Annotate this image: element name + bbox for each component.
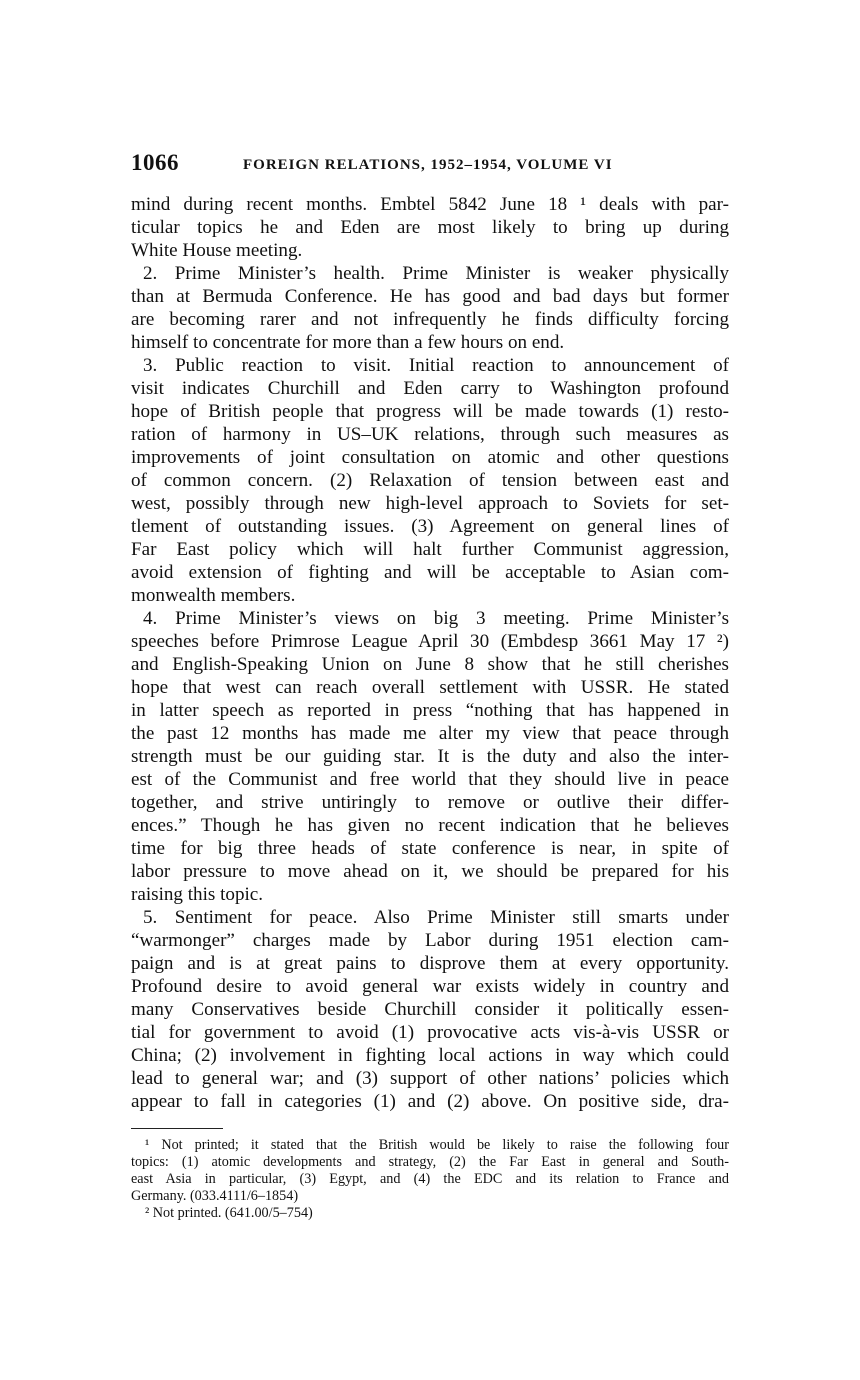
text-line: ences.” Though he has given no recent indication that he believes (131, 815, 729, 836)
text-line: Far East policy which will halt further Communist aggression, (131, 539, 729, 560)
page-header (131, 150, 731, 184)
text-line: hope of British people that progress will be made towards (1) resto- (131, 401, 729, 422)
footnote-line: Germany. (033.4111/6–1854) (131, 1188, 299, 1204)
footnote-line: topics: (1) atomic developments and strategy, (2) the Far East in general and South- (131, 1154, 729, 1170)
body-text (131, 193, 729, 1113)
text-line: west, possibly through new high-level approach to Soviets for set- (131, 493, 729, 514)
text-line: China; (2) involvement in fighting local actions in way which could (131, 1045, 729, 1066)
paragraph-2-start: 2. Prime Minister’s health. Prime Minister is weaker physically (143, 263, 729, 284)
text-line: White House meeting. (131, 240, 303, 261)
text-line: are becoming rarer and not infrequently he finds difficulty forcing (131, 309, 729, 330)
text-line: visit indicates Churchill and Eden carry to Washington profound (131, 378, 729, 399)
paragraph-4-start: 4. Prime Minister’s views on big 3 meeting. Prime Minister’s (143, 608, 729, 629)
paragraph-5-start: 5. Sentiment for peace. Also Prime Minister still smarts under (143, 907, 729, 928)
text-line: labor pressure to move ahead on it, we should be prepared for his (131, 861, 729, 882)
text-line: ration of harmony in US–UK relations, through such measures as (131, 424, 729, 445)
footnote-1: ¹ Not printed; it stated that the British would be likely to raise the following four (145, 1137, 729, 1153)
text-line: the past 12 months has made me alter my view that peace through (131, 723, 729, 744)
footnotes (131, 1128, 729, 1222)
text-line: time for big three heads of state conference is near, in spite of (131, 838, 729, 859)
running-head: FOREIGN RELATIONS, 1952–1954, VOLUME VI (243, 157, 613, 173)
text-line: lead to general war; and (3) support of other nations’ policies which (131, 1068, 729, 1089)
text-line: raising this topic. (131, 884, 264, 905)
text-line: avoid extension of fighting and will be acceptable to Asian com- (131, 562, 729, 583)
text-line: appear to fall in categories (1) and (2) above. On positive side, dra- (131, 1091, 729, 1112)
footnote-rule (131, 1128, 223, 1129)
footnote-line: east Asia in particular, (3) Egypt, and (4) the EDC and its relation to France and (131, 1171, 729, 1187)
text-line: est of the Communist and free world that they should live in peace (131, 769, 729, 790)
text-line: himself to concentrate for more than a few hours on end. (131, 332, 565, 353)
text-line: strength must be our guiding star. It is the duty and also the inter- (131, 746, 729, 767)
text-line: ticular topics he and Eden are most likely to bring up during (131, 217, 729, 238)
text-line: “warmonger” charges made by Labor during 1951 election cam- (131, 930, 729, 951)
text-line: hope that west can reach overall settlement with USSR. He stated (131, 677, 729, 698)
text-line: mind during recent months. Embtel 5842 June 18 ¹ deals with par- (131, 194, 729, 215)
text-line: monwealth members. (131, 585, 296, 606)
text-line: and English-Speaking Union on June 8 show that he still cherishes (131, 654, 729, 675)
footnote-2: ² Not printed. (641.00/5–754) (145, 1205, 313, 1221)
text-line: in latter speech as reported in press “nothing that has happened in (131, 700, 729, 721)
text-line: together, and strive untiringly to remove or outlive their differ- (131, 792, 729, 813)
text-line: paign and is at great pains to disprove them at every opportunity. (131, 953, 729, 974)
text-line: improvements of joint consultation on atomic and other questions (131, 447, 729, 468)
text-line: tial for government to avoid (1) provocative acts vis-à-vis USSR or (131, 1022, 729, 1043)
text-line: many Conservatives beside Churchill consider it politically essen- (131, 999, 729, 1020)
paragraph-3-start: 3. Public reaction to visit. Initial reaction to announcement of (143, 355, 729, 376)
text-line: tlement of outstanding issues. (3) Agreement on general lines of (131, 516, 729, 537)
text-line: speeches before Primrose League April 30 (Embdesp 3661 May 17 ²) (131, 631, 729, 652)
text-line: than at Bermuda Conference. He has good and bad days but former (131, 286, 729, 307)
text-line: Profound desire to avoid general war exists widely in country and (131, 976, 729, 997)
page-number: 1066 (131, 150, 179, 175)
text-line: of common concern. (2) Relaxation of tension between east and (131, 470, 729, 491)
